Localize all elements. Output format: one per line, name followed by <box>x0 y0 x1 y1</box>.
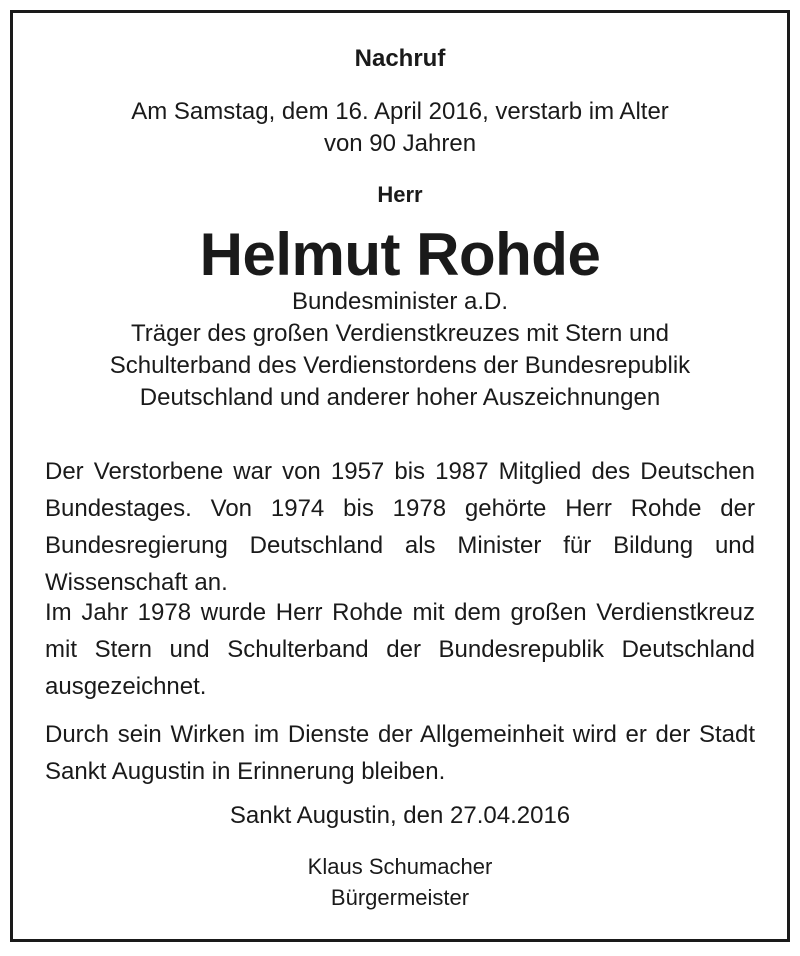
signature-block <box>45 851 755 913</box>
title-line: Deutschland und anderer hoher Auszeichnungen <box>139 384 661 411</box>
signatory-title: Bürgermeister <box>330 885 470 910</box>
award-paragraph: Im Jahr 1978 wurde Herr Rohde mit dem großen Verdienstkreuz mit Stern und Schulterband der Bundesrepublik Deutschland ausgezeichnet. <box>45 599 755 700</box>
salutation: Herr <box>377 182 423 207</box>
title-line: Schulterband des Verdienstordens der Bundesrepublik <box>109 352 691 379</box>
intro-text <box>45 96 755 160</box>
honors-block <box>45 286 755 414</box>
place-date: Sankt Augustin, den 27.04.2016 <box>229 802 571 829</box>
tribute-paragraph: Durch sein Wirken im Dienste der Allgemeinheit wird er der Stadt Sankt Augustin in Erinnerung bleiben. <box>45 721 755 785</box>
intro-line-1: Am Samstag, dem 16. April 2016, verstarb im Alter <box>131 98 669 125</box>
biography-paragraph: Der Verstorbene war von 1957 bis 1987 Mitglied des Deutschen Bundestages. Von 1974 bis 1978 gehörte Herr Rohde der Bundesregierung Deutschland als Minister für Bildung und Wissenschaft an. <box>45 458 755 596</box>
intro-line-2: von 90 Jahren <box>323 130 477 157</box>
title-line: Bundesminister a.D. <box>291 288 509 315</box>
signatory-name: Klaus Schumacher <box>307 854 493 879</box>
deceased-name: Helmut Rohde <box>199 221 601 288</box>
notice-heading: Nachruf <box>354 45 446 72</box>
title-line: Träger des großen Verdienstkreuzes mit Stern und <box>130 320 670 347</box>
